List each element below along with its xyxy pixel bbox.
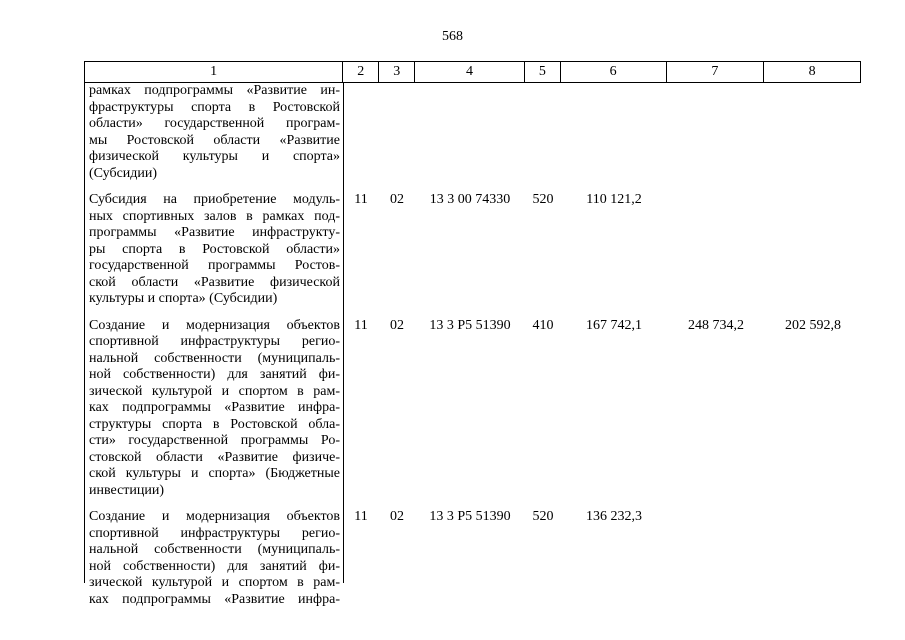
page-number: 568 xyxy=(442,29,463,44)
description-line: нальной собственности (муниципаль- xyxy=(89,350,340,366)
row-description xyxy=(84,318,343,500)
header-col-7: 7 xyxy=(667,62,765,82)
description-line: инвестиции) xyxy=(89,482,165,498)
description-line: культуры и спорта» (Субсидии) xyxy=(89,291,278,306)
description-line: Создание и модернизация объектов xyxy=(89,317,340,333)
description-line: зической культурой и спортом в рам- xyxy=(89,383,340,399)
table-row xyxy=(84,83,861,182)
table-body xyxy=(84,83,861,608)
header-col-5: 5 xyxy=(525,62,561,82)
target-article-code: 13 3 00 74330 xyxy=(429,192,511,207)
amount-year-2 xyxy=(667,192,765,308)
expense-type-code: 410 xyxy=(532,317,554,333)
description-line: спортивной инфраструктуры регио- xyxy=(89,334,340,349)
target-article-code: 13 3 P5 51390 xyxy=(429,509,511,524)
expense-type-code: 520 xyxy=(532,509,554,524)
amount-year-2 xyxy=(667,509,765,608)
description-line: стовской области «Развитие физиче- xyxy=(89,449,340,465)
subsection-code: 02 xyxy=(390,192,404,207)
section-code: 11 xyxy=(354,317,368,333)
header-col-4: 4 xyxy=(415,62,525,82)
target-article-code xyxy=(415,83,525,182)
description-line: государственной программы Ростов- xyxy=(89,258,340,273)
amount-year-2 xyxy=(667,83,765,182)
description-line: ской культуры и спорта» (Бюджетные xyxy=(89,466,340,481)
section-code: 11 xyxy=(354,509,368,524)
description-line: ры спорта в Ростовской области» xyxy=(89,241,340,257)
description-line: фраструктуры спорта в Ростовской xyxy=(89,99,340,115)
expense-type-code xyxy=(525,83,561,182)
amount-year-1 xyxy=(561,83,667,182)
description-line: ках подпрограммы «Развитие инфра- xyxy=(89,591,340,607)
description-line: нальной собственности (муниципаль- xyxy=(89,542,340,557)
description-line: сти» государственной программы Ро- xyxy=(89,433,340,448)
description-line: ной собственности) для занятий фи- xyxy=(89,558,340,574)
description-line: ской области «Развитие физической xyxy=(89,274,340,290)
description-line: спортивной инфраструктуры регио- xyxy=(89,525,340,541)
description-line: рамках подпрограммы «Развитие ин- xyxy=(89,83,340,98)
header-col-8: 8 xyxy=(808,64,816,79)
row-description xyxy=(84,83,343,182)
row-description xyxy=(84,192,343,308)
table-row xyxy=(84,192,861,308)
subsection-code: 02 xyxy=(390,509,404,524)
subsection-code xyxy=(379,83,415,182)
amount-year-1: 110 121,2 xyxy=(586,192,642,207)
amount-year-3 xyxy=(765,192,861,308)
amount-year-3 xyxy=(765,509,861,608)
header-col-3: 3 xyxy=(379,62,415,82)
description-line: программы «Развитие инфраструкту- xyxy=(89,225,340,240)
section-code: 11 xyxy=(354,192,368,207)
header-col-6: 6 xyxy=(561,62,667,82)
amount-year-2: 248 734,2 xyxy=(688,317,744,333)
amount-year-3: 202 592,8 xyxy=(785,317,841,333)
description-line: зической культурой и спортом в рам- xyxy=(89,575,340,590)
description-line: области» государственной програм- xyxy=(89,116,340,131)
target-article-code: 13 3 P5 51390 xyxy=(429,317,511,333)
subsection-code: 02 xyxy=(390,317,404,333)
description-line: физической культуры и спорта» xyxy=(89,149,340,164)
amount-year-1: 167 742,1 xyxy=(586,317,642,333)
description-line: Создание и модернизация объектов xyxy=(89,509,340,524)
description-line: ках подпрограммы «Развитие инфра- xyxy=(89,400,340,415)
description-line: Субсидия на приобретение модуль- xyxy=(89,192,340,207)
table-row xyxy=(84,509,861,608)
header-col-2: 2 xyxy=(343,62,379,82)
amount-year-1: 136 232,3 xyxy=(586,509,642,524)
description-line: структуры спорта в Ростовской обла- xyxy=(89,416,340,432)
table-row xyxy=(84,318,861,500)
row-description xyxy=(84,509,343,608)
table-header-row xyxy=(84,61,861,83)
description-line: ной собственности) для занятий фи- xyxy=(89,367,340,382)
amount-year-3 xyxy=(765,83,861,182)
description-line: (Субсидии) xyxy=(89,165,158,181)
section-code xyxy=(343,83,379,182)
description-line: мы Ростовской области «Развитие xyxy=(89,132,340,148)
description-line: ных спортивных залов в рамках под- xyxy=(89,208,340,224)
header-col-1: 1 xyxy=(85,62,343,82)
expense-type-code: 520 xyxy=(532,192,554,207)
